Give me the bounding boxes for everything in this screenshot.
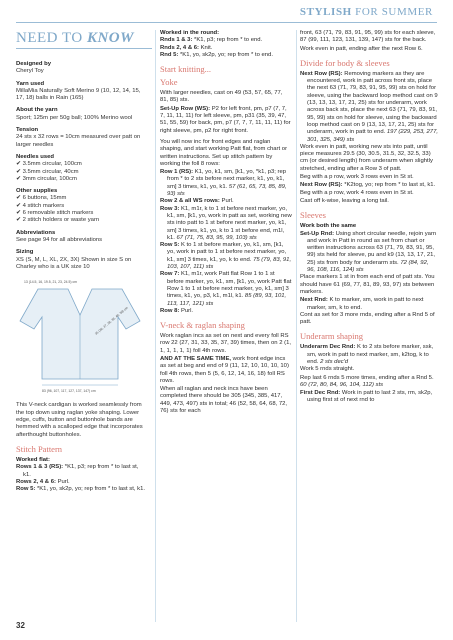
pattern-row [160,37,292,44]
row-text: Knit. [200,44,213,51]
row-label: Rnds 2, 4 & 6: [160,44,201,51]
stitch-pattern-heading: Stitch Pattern [16,443,63,454]
continued-text: front, 63 (71, 79, 83, 91, 95, 99) sts for each sleeve, 87 (99, 111, 123, 131, 139, 147) sts for the back. [300,30,436,44]
column-2 [160,30,292,416]
sizing: XS (S, M, L, XL, 2X, 3X) Shown in size S on Charley who is a UK size 10 [16,256,132,270]
stitch-count: 60 (72, 80, 84, 96, 104, 112) sts [300,381,384,388]
cardigan-schematic [16,275,144,395]
yarn-used: MillaMia Naturally Soft Merino 9 (10, 12, 14, 15, 17, 18) balls in Rain (165) [16,87,141,102]
column-divider [155,30,156,622]
row-label: Set-Up Row (WS): [160,105,212,112]
pattern-row [300,297,438,312]
yoke-cast-on: With larger needles, cast on 49 (53, 57, 65, 77, 81, 85) sts. [160,90,283,104]
page-number: 32 [16,621,25,630]
abbreviations: See page 94 for all abbreviations [16,236,103,243]
pattern-row [16,464,146,479]
stitch-count: 67 (71, 75, 83, 95, 99, 103) sts [176,234,257,241]
supply-item: ✔ 6 removable stitch markers [16,210,94,217]
row-label: First Dec Rnd: [300,390,342,397]
sleeves-note: Work both the same [300,223,357,230]
row-label: Rows 1 & 3 (RS): [16,464,65,471]
pattern-row [160,52,292,59]
pattern-row [16,486,146,493]
row-text: K to 2 sts before marker, ssk, sm, work in patt to next marker, sm, k2tog, k to end. [307,344,434,365]
row-label: Rnds 1 & 3: [160,37,195,44]
row-label: Row 1 (RS): [160,169,195,176]
abbreviations-label: Abbreviations [16,229,56,236]
pattern-row [160,308,292,315]
row-label: Next Row (RS): [300,182,345,189]
stitch-count: 197 (229, 253, 277, 301, 325, 349) sts [307,129,439,143]
title-part-b: KNOW [86,30,134,46]
stitch-count: 2 sts dec'd [320,358,349,365]
pattern-row [300,182,438,189]
sleeves-heading: Sleeves [300,210,326,221]
pattern-row [300,71,438,144]
column-divider [296,30,297,622]
stitch-count: 75 (79, 83, 91, 103, 107, 111) sts [167,256,292,271]
setup-row [160,106,292,135]
worked-flat-label: Worked flat: [16,456,50,463]
worked-round-label: Worked in the round: [160,30,220,36]
body-paragraph [300,375,438,390]
page-header [300,6,433,18]
designed-by-label: Designed by [16,61,52,67]
header-rest: FOR SUMMER [351,6,433,18]
row-label: Row 5: [16,486,37,493]
start-knitting-heading: Start knitting... [160,64,211,75]
diagram-bottom-label: 83 (96, 107, 117, 127, 137, 147) cm [42,389,96,394]
vneck-paragraph: Work raglan incs as set on next and every foll RS row 22 (27, 31, 33, 35, 37, 39) times, then on 2 (1, 1, 1, 1, 1, 1) foll 4th rows. [160,333,291,354]
row-text: *K1, yo, sk2p, yo; rep from * to last st, k1. [36,486,145,493]
pattern-row [160,45,292,52]
body-paragraph: Work even in patt, working new sts into patt, until piece measures 29.5 (30, 30.5, 31.5, 32, 32.5, 33) cm (or desired length) from underarm when slightly stretched, ending after a Row 3 of patt. [300,143,433,172]
needle-item: ✔ 3.5mm circular, 100cm [16,161,82,168]
column-3 [300,30,438,405]
pattern-row [160,198,292,205]
body-text: Rep last 6 rnds 5 more times, ending after a Rnd 5. [300,374,434,381]
pattern-row [300,231,438,275]
row-text: K to marker, sm, work in patt to next marker, sm, k to end. [307,297,424,311]
other-supplies-label: Other supplies [16,188,58,195]
row-text: *K1, p3; rep from * to end. [194,37,263,44]
pattern-row [16,479,146,486]
tension: 24 sts x 32 rows = 10cm measured over patt on larger needles [16,134,141,148]
body-paragraph: Cast off k-wise, leaving a long tail. [300,197,389,204]
row-text: Using short circular needle, rejoin yarn and work in Patt in round as set from chart or written instructions across 63 (71, 79, 83, 91, 95, 99) sts held for sleeve, pu and k9 (13, 13, 17, 21, 25) sts from body for underarm sts. [307,230,437,266]
row-text: Purl. [180,307,194,314]
row-label: Row 7: [160,271,181,278]
row-label: Row 2 & all WS rows: [160,198,222,205]
needle-item: ✔ 3mm circular, 100cm [16,175,77,182]
row-label: Set-Up Rnd: [300,230,336,237]
supply-item: ✔ 4 stitch markers [16,202,65,209]
vneck-paragraph: When all raglan and neck incs have been completed there should be 305 (345, 385, 417, 449, 473, 497) sts in total; 46 (52, 58, 64, 68, 72, 76) sts for each [160,386,288,415]
row-text: K to 1 st before marker, yo, k1, sm, [k1, yo, work in patt to 1 st before next marker, yo, k1, sm] 3 times, k1, yo, k to end. [167,242,287,263]
body-paragraph: Beg with a p row, work 4 rows even in St st. [300,189,414,196]
stitch-count: 85 (89, 93, 101, 113, 117, 121) sts [167,293,287,307]
yoke-intro: You will now inc for front edges and raglan shaping, and start working Patt flat, from chart or written instructions. Set up stitch pattern by working the foll 8 rows: [160,138,288,167]
need-to-know-title [16,30,152,48]
row-label: Next Rnd: [300,297,330,304]
pattern-row [300,390,438,405]
pattern-row [160,169,292,198]
row-text: *K1, p3; rep from * to last st, k1. [23,464,139,478]
title-rule [16,48,152,49]
needles-label: Needles used [16,153,54,160]
vneck-paragraph [160,356,292,385]
sizing-label: Sizing [16,249,34,256]
about-yarn: Sport; 125m per 50g ball; 100% Merino wool [16,114,133,121]
row-text: Purl. [221,198,234,205]
title-part-a: NEED TO [16,30,87,46]
header-rule [16,22,437,23]
row-label: Next Row (RS): [300,70,345,77]
yoke-heading: Yoke [160,77,178,88]
yarn-used-label: Yarn used [16,80,45,87]
supply-item: ✔ 6 buttons, 15mm [16,195,67,202]
intro-paragraph: This V-neck cardigan is worked seamlessly from the top down using raglan yoke shaping. Lower edge, cuffs, button and buttonhole bands are hemmed with a scalloped edge that incorporates afterthought buttonholes. [16,402,143,438]
row-text: *K1, yo, sk2p, yo; rep from * to end. [179,51,273,58]
body-paragraph: Cont as set for 3 more rnds, ending after a Rnd 5 of patt. [300,311,435,326]
supply-item: ✔ 2 stitch holders or waste yarn [16,217,100,224]
row-text: K1, m1r, work Patt flat Row 1 to 1 st before marker, yo, k1, sm, [k1, yo, work Patt flat Row 1 to 1 st before next marker, yo, k1, sm] 3 times, k1, yo, p3, k1, m1l, k1. [167,271,292,300]
stitch-count: 72 (84, 92, 96, 108, 116, 124) sts [307,259,429,274]
row-label: Underarm Dec Rnd: [300,344,357,351]
diagram-sleeve-label: 35 (36, 37, 38, 38, 40, 39) cm [94,305,129,336]
about-yarn-label: About the yarn [16,107,58,114]
underarm-heading: Underarm shaping [300,331,364,342]
needle-item: ✔ 3.5mm circular, 40cm [16,168,79,175]
header-bold: STYLISH [299,6,352,18]
body-paragraph: Work 5 rnds straight. [300,366,355,373]
row-text: Purl. [57,478,70,485]
row-label: Row 5: [160,242,181,249]
divide-heading: Divide for body & sleeves [300,57,390,68]
row-label: Rows 2, 4 & 6: [16,478,58,485]
diagram-top-label: 13 (14.5, 16, 19.5, 21, 23, 24.5) cm [24,280,77,285]
row-text: *K2tog, yo; rep from * to last st, k1. [344,182,436,189]
row-label: Row 3: [160,205,181,212]
row-label: Row 8: [160,307,181,314]
body-paragraph: Beg with a p row, work 3 rows even in St st. [300,174,414,181]
pattern-row [160,242,292,271]
pattern-row [160,206,292,242]
row-text: K1, yo, k1, sm, [k1, yo, *k1, p3; rep from * to 2 sts before next marker, k1, yo, k1, sm] 3 times, k1, yo, k1. [167,169,287,190]
row-text: P2 for left front, pm, p7 (7, 7, 7, 11, 11, 11) for left sleeve, pm, p31 (35, 39, 47, 51, 55, 59) for back, pm, p7 (7, 7, 7, 11, 11, 11) for right sleeve, pm, p2 for right front. [160,105,291,134]
emphasis: AND AT THE SAME TIME, [160,355,233,362]
body-paragraph: Place markers 1 st in from each end of patt sts. You should have 61 (69, 77, 81, 89, 93, 97) sts between markers. [300,274,435,295]
vneck-heading: V-neck & raglan shaping [160,320,245,331]
pattern-row [300,344,438,366]
body-text: work front edge incs as set at beg and end of 9 (11, 12, 10, 10, 10, 10) foll 4th rows, then 5 (5, 6, 12, 14, 16, 18) foll RS rows. [160,355,289,384]
stitch-count: 57 (61, 65, 73, 85, 89, 93) sts [167,183,287,198]
tension-label: Tension [16,127,39,134]
row-text: Removing markers as they are encountered, work in patt across front sts, place the next 63 (71, 79, 83, 91, 95, 99) sts on hold for sleeve, using the backward loop method cast on 9 (13, 13, 13, 17, 21, 25) sts for underarm, work across back sts, place the next 63 (71, 79, 83, 91, 95, 99) sts on hold for sleeve, using the backward loop method cast on 9 (13, 13, 17, 21, 25) sts for underarm, work in patt to end. [307,70,438,136]
row-text: K1, m1r, k to 1 st before next marker, yo, k1, sm, [k1, yo, work in patt as set, working new sts into patt to 1 st before next marker, yo, k1, sm] 3 times, k1, yo, k to 1 st before end, m1l, k1. [167,205,292,241]
row-label: Rnd 5: [160,51,180,58]
column-1 [16,56,146,493]
pattern-row [160,271,292,307]
row-text: Work in patt to last 2 sts, rm, sk2p, using first st of next rnd to [307,390,433,404]
continued-text: Work even in patt, ending after the next Row 6. [300,45,423,52]
designer-name: Cheryl Toy [16,68,44,75]
